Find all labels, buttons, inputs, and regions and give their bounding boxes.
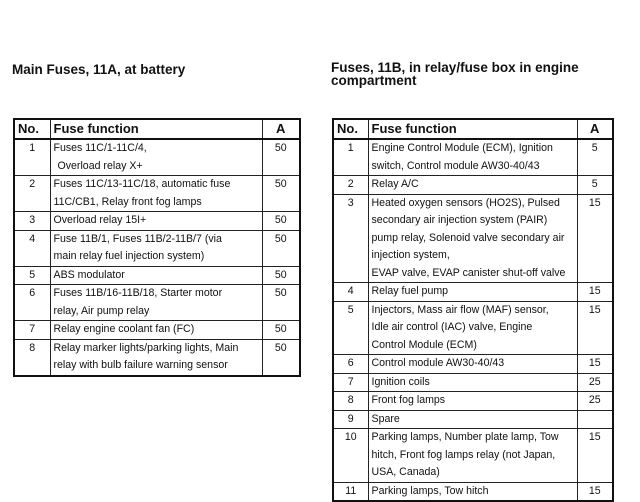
fuse-amperage: 15 bbox=[577, 482, 613, 501]
fuse-function bbox=[50, 266, 262, 285]
fuse-function-line: Fuses 11C/1-11C/4, bbox=[53, 142, 147, 154]
fuse-function-line: main relay fuel injection system) bbox=[53, 250, 205, 262]
engine-fuses-rows bbox=[333, 139, 613, 501]
table-header-row bbox=[14, 119, 300, 139]
main-fuses-title: Main Fuses, 11A, at battery bbox=[12, 62, 186, 77]
fuse-amperage: 50 bbox=[262, 321, 300, 340]
fuse-number: 1 bbox=[14, 139, 50, 176]
table-row bbox=[333, 410, 613, 429]
fuse-number: 6 bbox=[14, 285, 50, 321]
fuse-function-line: Parking lamps, Tow hitch bbox=[371, 484, 489, 497]
fuse-function-line: switch, Control module AW30-40/43 bbox=[371, 159, 540, 172]
table-row bbox=[333, 283, 613, 302]
table-row bbox=[333, 482, 613, 501]
table-row bbox=[14, 285, 300, 321]
fuse-function-line: Relay A/C bbox=[371, 178, 419, 190]
fuse-number: 8 bbox=[333, 392, 368, 411]
fuse-number: 2 bbox=[14, 176, 50, 212]
fuse-amperage: 25 bbox=[577, 373, 613, 392]
fuse-function bbox=[50, 212, 262, 231]
fuse-function-line: Fuse 11B/1, Fuses 11B/2-11B/7 (via bbox=[53, 232, 222, 245]
fuse-amperage: 50 bbox=[262, 266, 300, 285]
table-row bbox=[14, 230, 300, 266]
fuse-amperage: 50 bbox=[262, 285, 300, 321]
fuse-number: 3 bbox=[14, 212, 50, 231]
fuse-number: 11 bbox=[333, 482, 368, 501]
fuse-number: 7 bbox=[14, 321, 50, 340]
table-row bbox=[333, 392, 613, 411]
table-row bbox=[14, 139, 300, 176]
fuse-function-line: Relay engine coolant fan (FC) bbox=[53, 323, 195, 335]
table-header-row bbox=[333, 119, 613, 139]
fuse-number: 6 bbox=[333, 355, 368, 374]
fuse-function bbox=[368, 194, 577, 283]
fuse-function-line: Idle air control (IAC) valve, Engine bbox=[371, 321, 533, 333]
header-no: No. bbox=[14, 119, 50, 139]
table-row bbox=[333, 355, 613, 374]
table-row bbox=[14, 212, 300, 231]
fuse-function-line: Front fog lamps bbox=[371, 394, 446, 406]
table-row bbox=[333, 176, 613, 195]
header-no: No. bbox=[333, 119, 368, 139]
main-fuses-rows bbox=[14, 139, 300, 376]
fuse-number: 1 bbox=[333, 139, 368, 176]
header-function: Fuse function bbox=[368, 119, 577, 139]
fuse-function-line: hitch, Front fog lamps relay (not Japan, bbox=[371, 448, 556, 461]
fuse-function bbox=[50, 139, 262, 176]
fuse-amperage: 15 bbox=[577, 194, 613, 283]
fuse-amperage: 15 bbox=[577, 301, 613, 355]
fuse-function-line: Relay marker lights/parking lights, Main bbox=[53, 341, 239, 354]
fuse-function-line: Heated oxygen sensors (HO2S), Pulsed bbox=[371, 196, 560, 209]
fuse-function-line: Control Module (ECM) bbox=[371, 338, 477, 351]
header-amps: A bbox=[262, 119, 300, 139]
header-function: Fuse function bbox=[50, 119, 262, 139]
fuse-number: 3 bbox=[333, 194, 368, 283]
fuse-function-line: ABS modulator bbox=[53, 268, 125, 281]
fuse-function bbox=[50, 230, 262, 266]
fuse-function-line: Overload relay 15I+ bbox=[53, 214, 147, 226]
fuse-function-line: secondary air injection system (PAIR) bbox=[371, 214, 548, 226]
fuse-amperage bbox=[577, 410, 613, 429]
engine-fuses-title: Fuses, 11B, in relay/fuse box in engine compartment bbox=[331, 60, 579, 88]
fuse-function bbox=[368, 410, 577, 429]
fuse-amperage: 15 bbox=[577, 429, 613, 483]
fuse-amperage: 50 bbox=[262, 176, 300, 212]
table-row bbox=[14, 321, 300, 340]
fuse-number: 5 bbox=[14, 266, 50, 285]
table-row bbox=[333, 373, 613, 392]
table-row bbox=[14, 176, 300, 212]
fuse-amperage: 5 bbox=[577, 139, 613, 176]
fuse-function bbox=[50, 285, 262, 321]
fuse-function bbox=[368, 301, 577, 355]
fuse-function bbox=[50, 176, 262, 212]
fuse-function bbox=[368, 392, 577, 411]
main-fuses-table bbox=[13, 118, 301, 377]
fuse-function-line: Spare bbox=[371, 412, 400, 425]
fuse-function bbox=[50, 321, 262, 340]
fuse-function bbox=[368, 176, 577, 195]
table-row bbox=[333, 139, 613, 176]
fuse-function-line: relay, Air pump relay bbox=[53, 304, 150, 317]
fuse-function-line: Control module AW30-40/43 bbox=[371, 357, 505, 369]
fuse-number: 5 bbox=[333, 301, 368, 355]
fuse-function-line: pump relay, Solenoid valve secondary air bbox=[371, 231, 565, 244]
fuse-function-line: Fuses 11C/13-11C/18, automatic fuse bbox=[53, 178, 231, 190]
fuse-function-line: 11C/CB1, Relay front fog lamps bbox=[53, 195, 202, 208]
fuse-number: 9 bbox=[333, 410, 368, 429]
fuse-amperage: 5 bbox=[577, 176, 613, 195]
fuse-amperage: 50 bbox=[262, 230, 300, 266]
fuse-function-line: EVAP valve, EVAP canister shut-off valve bbox=[371, 266, 566, 279]
fuse-function-line: relay with bulb failure warning sensor bbox=[53, 359, 228, 371]
fuse-number: 7 bbox=[333, 373, 368, 392]
fuse-function-line: Parking lamps, Number plate lamp, Tow bbox=[371, 431, 559, 443]
fuse-function-line: Ignition coils bbox=[371, 375, 430, 388]
fuse-number: 4 bbox=[333, 283, 368, 302]
fuse-function-line: Overload relay X+ bbox=[57, 159, 143, 172]
fuse-function-line: Relay fuel pump bbox=[371, 285, 449, 297]
fuse-number: 8 bbox=[14, 339, 50, 376]
table-row bbox=[333, 429, 613, 483]
engine-fuses-table bbox=[332, 118, 614, 502]
fuse-function bbox=[368, 429, 577, 483]
table-row bbox=[333, 301, 613, 355]
fuse-amperage: 15 bbox=[577, 283, 613, 302]
fuse-amperage: 50 bbox=[262, 212, 300, 231]
fuse-function bbox=[50, 339, 262, 376]
fuse-amperage: 50 bbox=[262, 139, 300, 176]
fuse-function bbox=[368, 355, 577, 374]
fuse-amperage: 15 bbox=[577, 355, 613, 374]
fuse-function bbox=[368, 139, 577, 176]
fuse-number: 2 bbox=[333, 176, 368, 195]
fuse-number: 4 bbox=[14, 230, 50, 266]
table-row bbox=[14, 339, 300, 376]
fuse-function bbox=[368, 482, 577, 501]
fuse-function-line: Engine Control Module (ECM), Ignition bbox=[371, 142, 553, 154]
header-amps: A bbox=[577, 119, 613, 139]
fuse-amperage: 25 bbox=[577, 392, 613, 411]
fuse-function-line: USA, Canada) bbox=[371, 466, 440, 478]
fuse-function bbox=[368, 283, 577, 302]
fuse-amperage: 50 bbox=[262, 339, 300, 376]
fuse-function-line: Fuses 11B/16-11B/18, Starter motor bbox=[53, 287, 223, 299]
fuse-function-line: injection system, bbox=[371, 249, 450, 261]
fuse-function bbox=[368, 373, 577, 392]
table-row bbox=[14, 266, 300, 285]
fuse-function-line: Injectors, Mass air flow (MAF) sensor, bbox=[371, 303, 549, 316]
fuse-number: 10 bbox=[333, 429, 368, 483]
table-row bbox=[333, 194, 613, 283]
